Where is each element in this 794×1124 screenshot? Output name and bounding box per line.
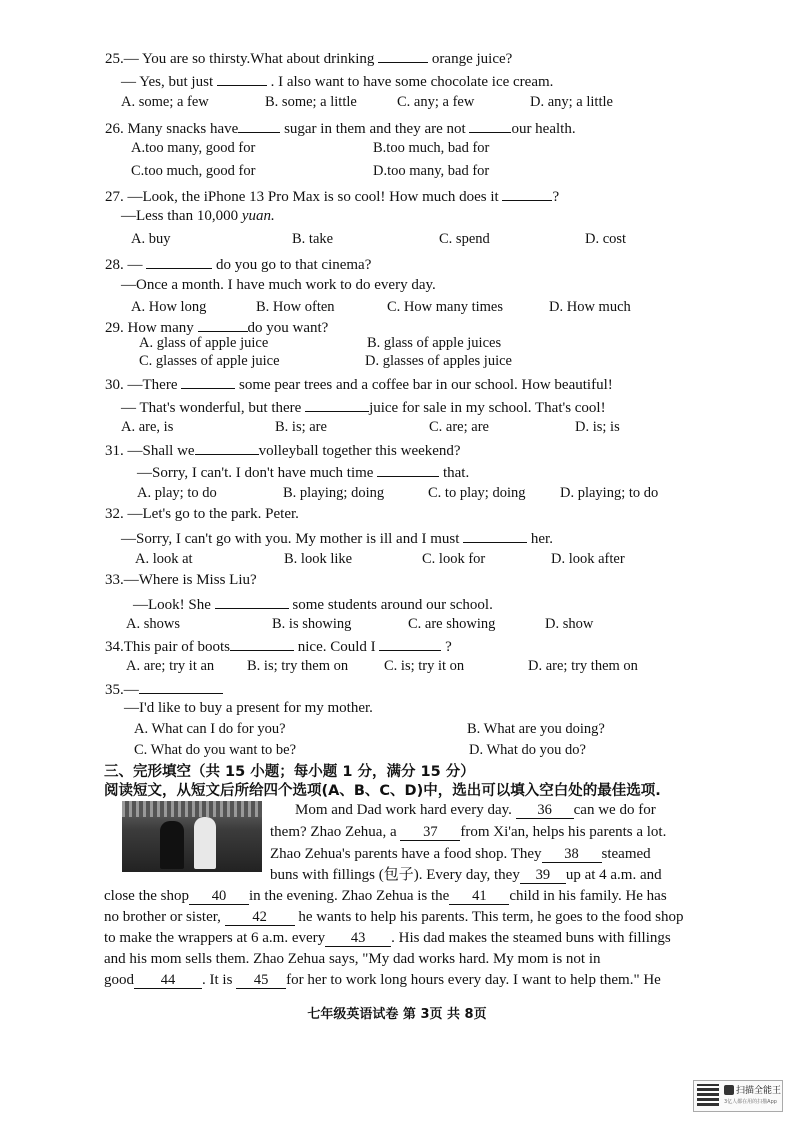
q34-option-a: A. are; try it an [126,658,215,674]
q27-option-a: A. buy [131,231,171,247]
q31-option-a: A. play; to do [137,485,217,501]
blank-37: 37 [400,824,460,841]
q26-option-d: D.too many, bad for [373,163,490,179]
q27-reply: —Less than 10,000 yuan. [121,208,275,224]
blank-45: 45 [236,972,286,989]
q35-option-b: B. What are you doing? [467,721,605,737]
scanner-watermark [693,1080,783,1112]
q31-reply: —Sorry, I can't. I don't have much time that. [137,461,469,482]
q28-reply: —Once a month. I have much work to do every day. [121,277,436,293]
q31-option-b: B. playing; doing [283,485,385,501]
q29-option-b: B. glass of apple juices [367,335,502,351]
q33-option-c: C. are showing [408,616,496,632]
q25-option-b: B. some; a little [265,94,357,110]
q28-option-c: C. How many times [387,299,503,315]
q26-option-c: C.too much, good for [131,163,256,179]
q25-option-a: A. some; a few [121,94,209,110]
q30-option-c: C. are; are [429,419,489,435]
q25-option-d: D. any; a little [530,94,613,110]
page-footer: 七年级英语试卷 第 3页 共 8页 [307,1007,487,1022]
q29-option-d: D. glasses of apples juice [365,353,512,369]
passage-line-8: and his mom sells them. Zhao Zehua says, "My dad works hard. My mom is not in [104,951,601,967]
q26-option-b: B.too much, bad for [373,140,490,156]
cs-logo-icon [724,1085,734,1095]
q35-stem: 35.— [105,678,223,699]
q33-option-a: A. shows [126,616,180,632]
passage-line-6: no brother or sister, 42 he wants to help his parents. This term, he goes to the food shop [104,909,684,925]
blank-41: 41 [449,888,509,905]
q28-option-b: B. How often [256,299,335,315]
q29-stem: 29. How many do you want? [105,316,328,337]
passage-line-3: Zhao Zehua's parents have a food shop. They 38 steamed [270,846,651,862]
q28-option-d: D. How much [549,299,631,315]
q25-stem: 25.— You are so thirsty.What about drinking orange juice? [105,47,512,68]
q35-option-d: D. What do you do? [469,742,586,758]
passage-line-2: them? Zhao Zehua, a 37 from Xi'an, helps his parents a lot. [270,824,667,840]
passage-line-9: good 44 . It is 45 for her to work long hours every day. I want to help them." He [104,972,661,988]
q34-option-d: D. are; try them on [528,658,638,674]
blank-40: 40 [189,888,249,905]
q31-option-d: D. playing; to do [560,485,659,501]
q25-reply: — Yes, but just . I also want to have some chocolate ice cream. [121,70,553,91]
q35-option-c: C. What do you want to be? [134,742,297,758]
q32-option-d: D. look after [551,551,625,567]
q33-stem: 33.—Where is Miss Liu? [105,572,257,588]
q32-stem: 32. —Let's go to the park. Peter. [105,506,299,522]
q32-option-a: A. look at [135,551,193,567]
q31-stem: 31. —Shall we volleyball together this weekend? [105,439,461,460]
blank-42: 42 [225,909,295,926]
q30-option-a: A. are, is [121,419,174,435]
blank-44: 44 [134,972,202,989]
q34-option-c: C. is; try it on [384,658,465,674]
q30-stem: 30. —There some pear trees and a coffee bar in our school. How beautiful! [105,373,613,394]
q27-option-c: C. spend [439,231,490,247]
q35-reply: —I'd like to buy a present for my mother. [124,700,373,716]
q33-reply: —Look! She some students around our school. [133,593,493,614]
q26-option-a: A.too many, good for [131,140,256,156]
q29-option-c: C. glasses of apple juice [139,353,280,369]
q27-option-d: D. cost [585,231,627,247]
blank-39: 39 [520,867,566,884]
q32-option-b: B. look like [284,551,353,567]
q34-option-b: B. is; try them on [247,658,349,674]
passage-line-1: Mom and Dad work hard every day. 36 can we do for [295,802,656,818]
blank-43: 43 [325,930,391,947]
q34-stem: 34.This pair of boots nice. Could I ? [105,635,452,656]
qr-code-icon [697,1084,719,1106]
passage-line-5: close the shop 40 in the evening. Zhao Zehua is the 41 child in his family. He has [104,888,667,904]
blank-36: 36 [516,802,574,819]
blank-38: 38 [542,846,602,863]
q32-option-c: C. look for [422,551,486,567]
q30-reply: — That's wonderful, but there juice for sale in my school. That's cool! [121,396,606,417]
q35-option-a: A. What can I do for you? [134,721,286,737]
scanner-tagline: 3亿人都在用的扫描App [724,1099,777,1105]
passage-line-7: to make the wrappers at 6 a.m. every 43 . His dad makes the steamed buns with fillings [104,930,671,946]
q30-option-d: D. is; is [575,419,620,435]
q27-option-b: B. take [292,231,334,247]
q28-stem: 28. — do you go to that cinema? [105,253,371,274]
q31-option-c: C. to play; doing [428,485,526,501]
section-title: 三、完形填空（共 15 小题；每小题 1 分，满分 15 分） [104,764,475,780]
passage-photo [122,801,262,872]
q25-option-c: C. any; a few [397,94,475,110]
q26-stem: 26. Many snacks have sugar in them and they are not our health. [105,117,576,138]
q30-option-b: B. is; are [275,419,327,435]
q33-option-b: B. is showing [272,616,352,632]
q32-reply: —Sorry, I can't go with you. My mother is ill and I must her. [121,527,553,548]
q28-option-a: A. How long [131,299,207,315]
q29-option-a: A. glass of apple juice [139,335,269,351]
scanner-name: 扫描全能王 [736,1086,782,1096]
passage-line-4: buns with fillings (包子). Every day, they 39 up at 4 a.m. and [270,867,662,883]
section-instruction: 阅读短文，从短文后所给四个选项(A、B、C、D)中，选出可以填入空白处的最佳选项. [104,783,661,799]
q33-option-d: D. show [545,616,594,632]
q27-stem: 27. —Look, the iPhone 13 Pro Max is so cool! How much does it ? [105,185,559,206]
